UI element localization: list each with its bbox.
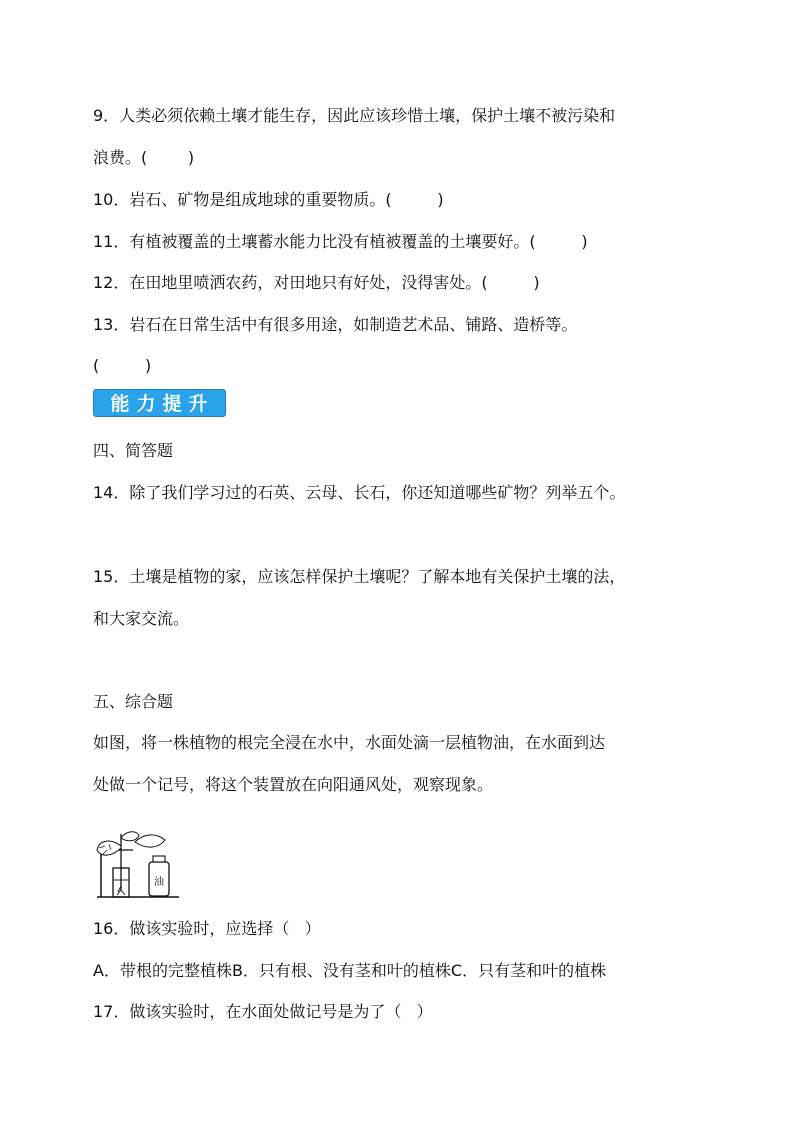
question-16: 16．做该实验时，应选择（ ） <box>93 919 321 938</box>
figure-hand-dropper <box>135 835 165 847</box>
question-9-line-2: 浪费。( ) <box>93 148 195 167</box>
question-13-line-2: ( ) <box>93 356 152 375</box>
question-14: 14．除了我们学习过的石英、云母、长石，你还知道哪些矿物？列举五个。 <box>93 483 626 502</box>
question-15-line-1: 15．土壤是植物的家，应该怎样保护土壤呢？了解本地有关保护土壤的法， <box>93 567 626 586</box>
figure-oil-label: 油 <box>154 877 164 888</box>
figure-leaf-right <box>121 832 139 841</box>
question-10: 10．岩石、矿物是组成地球的重要物质。( ) <box>93 190 444 209</box>
question-17: 17．做该实验时，在水面处做记号是为了（ ） <box>93 1002 433 1021</box>
plant-experiment-figure <box>93 824 183 899</box>
figure-oil-bottle-cap <box>153 856 165 862</box>
question-15-line-2: 和大家交流。 <box>93 609 190 628</box>
question-13-line-1: 13．岩石在日常生活中有很多用途，如制造艺术品、铺路、造桥等。 <box>93 315 578 334</box>
question-12: 12．在田地里喷洒农药，对田地只有好处，没得害处。( ) <box>93 273 540 292</box>
figure-leaf-left <box>97 841 121 855</box>
section-5-intro-line-1: 如图，将一株植物的根完全浸在水中，水面处滴一层植物油，在水面到达 <box>93 733 606 752</box>
ability-boost-label: 能力提升 <box>110 393 215 415</box>
ability-boost-badge <box>93 389 226 417</box>
section-5-intro-line-2: 处做一个记号，将这个装置放在向阳通风处，观察现象。 <box>93 775 494 794</box>
section-5-heading: 五、综合题 <box>93 692 174 711</box>
question-11: 11．有植被覆盖的土壤蓄水能力比没有植被覆盖的土壤要好。( ) <box>93 232 588 251</box>
question-9-line-1: 9．人类必须依赖土壤才能生存，因此应该珍惜土壤，保护土壤不被污染和 <box>93 106 616 125</box>
question-16-options: A．带根的完整植株B．只有根、没有茎和叶的植株C．只有茎和叶的植株 <box>93 961 607 980</box>
section-4-heading: 四、简答题 <box>93 441 174 460</box>
